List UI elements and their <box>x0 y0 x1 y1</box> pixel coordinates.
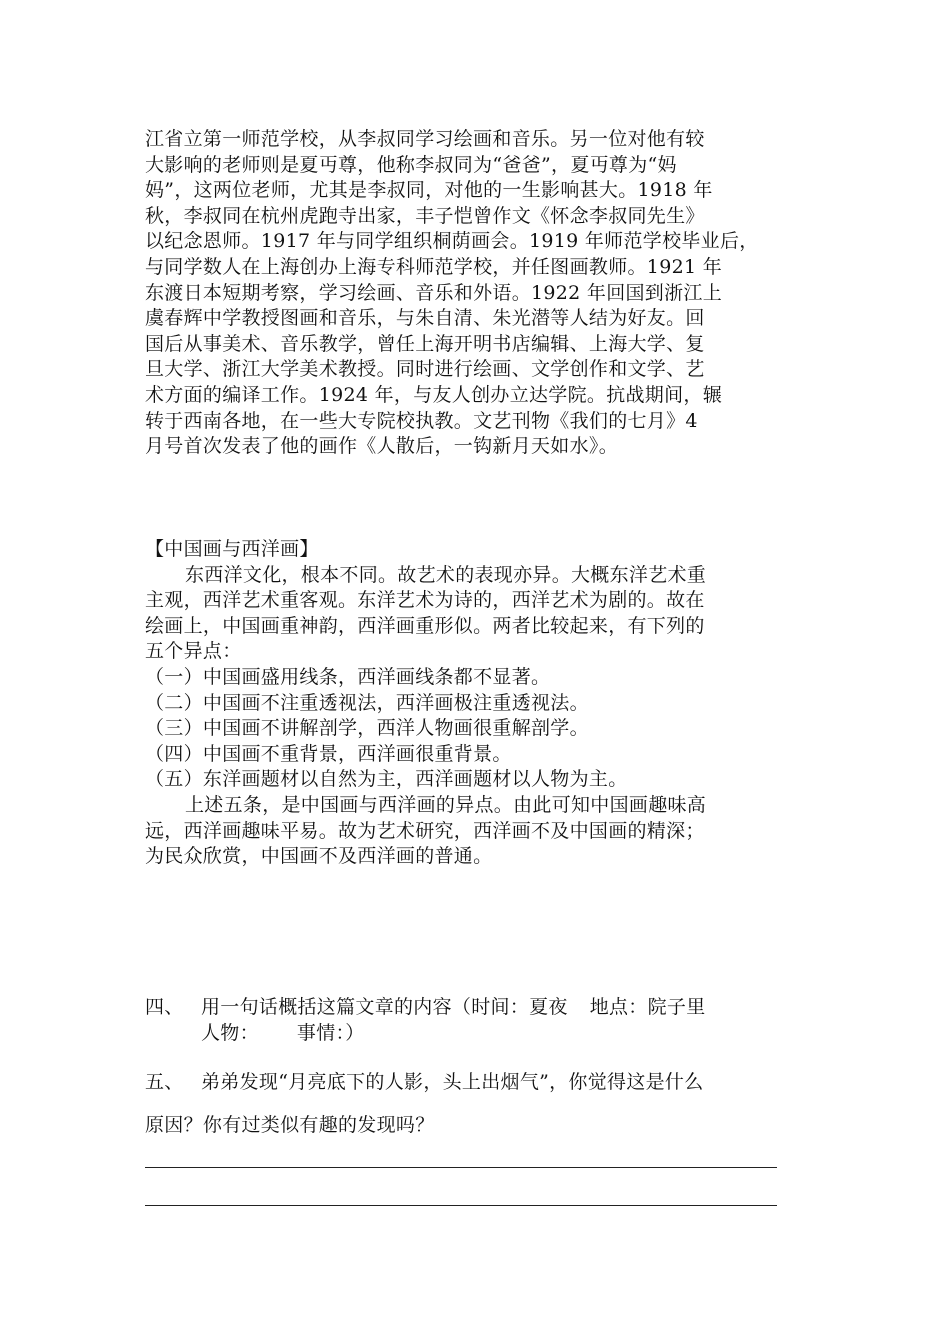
question-5-number: 五、 <box>145 1071 184 1093</box>
biography-line: 秋，李叔同在杭州虎跑寺出家，丰子恺曾作文《怀念李叔同先生》 <box>145 204 705 227</box>
essay-intro-line: 东西洋文化，根本不同。故艺术的表现亦异。大概东洋艺术重 <box>185 563 707 586</box>
essay-intro-line: 绘画上，中国画重神韵，西洋画重形似。两者比较起来，有下列的 <box>145 614 705 637</box>
essay-intro-line: 主观，西洋艺术重客观。东洋艺术为诗的，西洋艺术为剧的。故在 <box>145 589 705 612</box>
biography-line: 月号首次发表了他的画作《人散后，一钩新月天如水》。 <box>145 435 619 458</box>
answer-line[interactable] <box>145 1205 777 1206</box>
question-4-people-label: 人物： <box>201 1022 259 1044</box>
biography-line: 大影响的老师则是夏丏尊，他称李叔同为“爸爸”，夏丏尊为“妈 <box>145 153 677 176</box>
essay-heading: 【中国画与西洋画】 <box>145 538 319 560</box>
essay-point: （二）中国画不注重透视法，西洋画极注重透视法。 <box>145 691 589 714</box>
question-4 <box>145 994 706 1020</box>
essay-section <box>145 537 815 870</box>
biography-line: 江省立第一师范学校，从李叔同学习绘画和音乐。另一位对他有较 <box>145 128 705 150</box>
essay-point: （三）中国画不讲解剖学，西洋人物画很重解剖学。 <box>145 717 589 740</box>
answer-line[interactable] <box>145 1167 777 1168</box>
essay-conclusion-line: 上述五条，是中国画与西洋画的异点。由此可知中国画趣味高 <box>185 793 707 816</box>
biography-line: 转于西南各地，在一些大专院校执教。文艺刊物《我们的七月》4 <box>145 409 698 432</box>
biography-paragraph <box>145 127 815 460</box>
essay-intro-line: 五个异点： <box>145 640 242 663</box>
biography-line: 与同学数人在上海创办上海专科师范学校，并任图画教师。1921 年 <box>145 255 722 278</box>
biography-line: 术方面的编译工作。1924 年，与友人创办立达学院。抗战期间，辗 <box>145 383 722 406</box>
essay-point: （四）中国画不重背景，西洋画很重背景。 <box>145 742 512 765</box>
essay-conclusion-line: 为民众欣赏，中国画不及西洋画的普通。 <box>145 845 493 868</box>
question-5 <box>145 1069 704 1095</box>
biography-line: 妈”，这两位老师，尤其是李叔同，对他的一生影响甚大。1918 年 <box>145 179 713 202</box>
essay-conclusion-line: 远，西洋画趣味平易。故为艺术研究，西洋画不及中国画的精深； <box>145 819 705 842</box>
biography-line: 虞春辉中学教授图画和音乐，与朱自清、朱光潜等人结为好友。回 <box>145 307 705 330</box>
biography-line: 以纪念恩师。1917 年与同学组织桐荫画会。1919 年师范学校毕业后， <box>145 230 759 253</box>
question-4-event-label: 事情：） <box>296 1022 365 1044</box>
question-4-number: 四、 <box>145 996 184 1018</box>
question-4-place-label: 地点：院子里 <box>589 996 706 1018</box>
question-4-text: 用一句话概括这篇文章的内容（时间：夏夜 <box>201 996 568 1018</box>
question-5-text: 弟弟发现“月亮底下的人影，头上出烟气”，你觉得这是什么 <box>201 1071 704 1093</box>
question-5-continuation <box>145 1112 435 1138</box>
question-4-continuation <box>201 1020 365 1046</box>
question-5-text-2: 原因？你有过类似有趣的发现吗？ <box>145 1114 435 1136</box>
biography-line: 东渡日本短期考察，学习绘画、音乐和外语。1922 年回国到浙江上 <box>145 281 722 304</box>
biography-line: 国后从事美术、音乐教学，曾任上海开明书店编辑、上海大学、复 <box>145 332 705 355</box>
essay-point: （一）中国画盛用线条，西洋画线条都不显著。 <box>145 665 551 688</box>
biography-line: 旦大学、浙江大学美术教授。同时进行绘画、文学创作和文学、艺 <box>145 358 705 381</box>
essay-point: （五）东洋画题材以自然为主，西洋画题材以人物为主。 <box>145 768 628 791</box>
